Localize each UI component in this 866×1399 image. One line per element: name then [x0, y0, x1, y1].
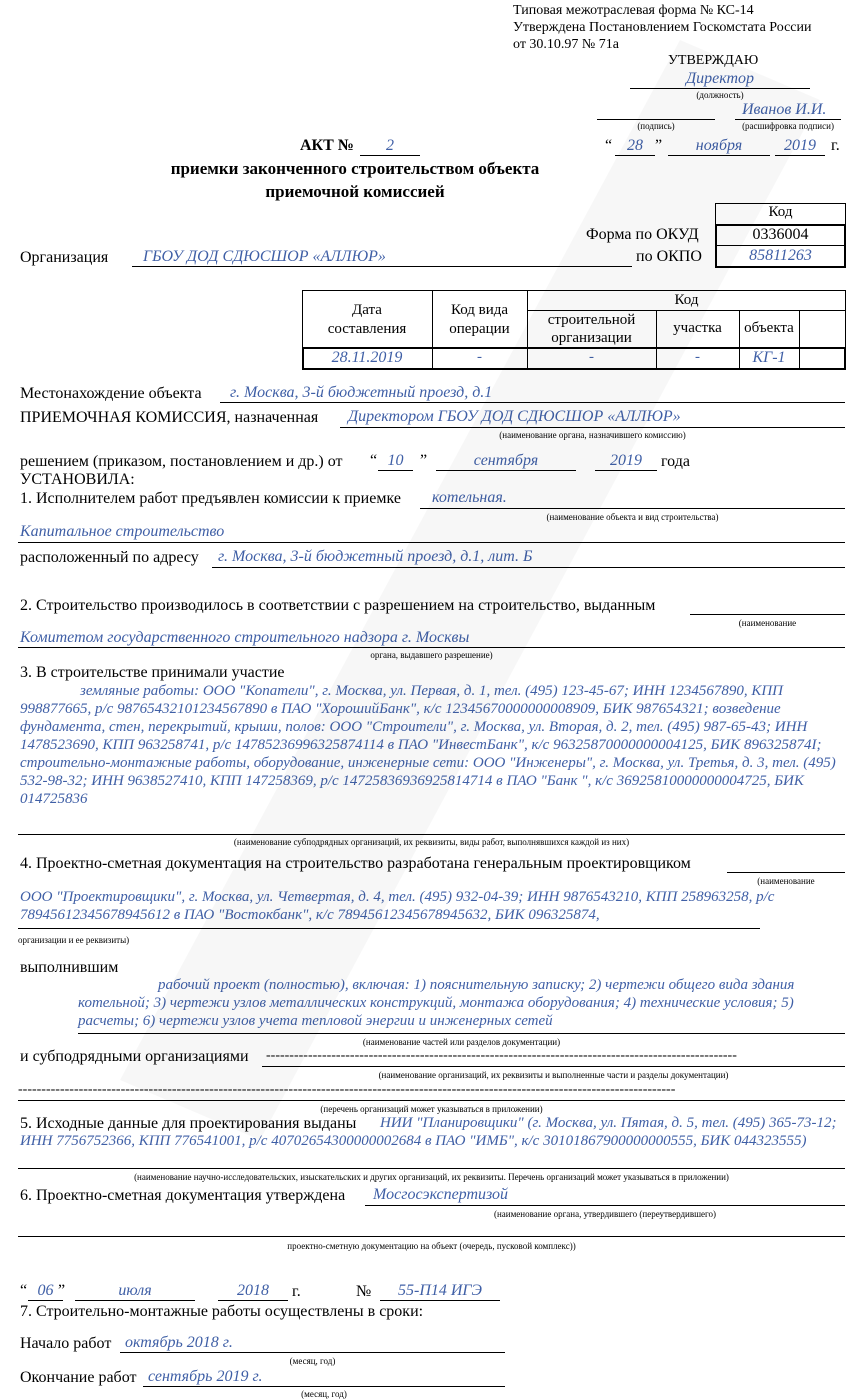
approver-position: Директор	[685, 70, 755, 87]
act-day-line	[615, 155, 655, 156]
decision-year-suffix: года	[661, 453, 690, 470]
okud-label: Форма по ОКУД	[586, 226, 699, 243]
start-line	[120, 1352, 505, 1353]
decision-month: сентября	[473, 452, 539, 469]
p2-label: 2. Строительство производилось в соответствии с разрешением на строительство, выданным	[20, 597, 656, 614]
val-object: КГ-1	[752, 349, 786, 366]
p6-no-label: №	[356, 1283, 372, 1300]
commission-value: Директором ГБОУ ДОД СДЮСШОР «АЛЛЮР»	[348, 408, 681, 425]
decision-day: 10	[387, 452, 404, 469]
performed-line	[78, 1033, 845, 1034]
performed-caption: (наименование частей или разделов документации)	[362, 1037, 561, 1047]
p2-caption2: органа, выдавшего разрешение)	[370, 650, 493, 660]
act-year-line	[775, 155, 825, 156]
p1-caption: (наименование объекта и вид строительства)	[546, 512, 719, 522]
form-header	[513, 2, 812, 53]
okpo-label: по ОКПО	[636, 248, 702, 265]
act-year-suffix: г.	[831, 137, 840, 154]
act-number-line	[360, 155, 420, 156]
full-dashes-line	[18, 1100, 845, 1101]
p4-text: ООО "Проектировщики", г. Москва, ул. Четвертая, д. 4, тел. (495) 932-04-39; ИНН 9876543210, КПП 258963258, р/с 78945612345678945612 в ПАО "Востокбанк", к/с 78945612345678945632, БИК 096325874,	[20, 889, 775, 923]
location-value: г. Москва, 3-й бюджетный проезд, д.1	[230, 384, 493, 401]
p4-caption2: организации и ее реквизиты)	[18, 935, 130, 945]
list-caption: (перечень организаций может указываться в приложении)	[320, 1104, 543, 1114]
col-site-header: участка	[673, 320, 722, 336]
decision-year: 2019	[610, 452, 642, 469]
p5-text: НИИ "Планировщики" (г. Москва, ул. Пятая, д. 5, тел. (495) 365-73-12; ИНН 7756752366, КПП 776541001, р/с 40702654300000002684 в ПАО "ИМБ", к/с 30101867900000000555, БИК 044323555)	[20, 1115, 837, 1149]
performed-label: выполнившим	[20, 959, 119, 976]
table-vline-5	[799, 310, 800, 348]
p3-text: земляные работы: ООО "Копатели", г. Москва, ул. Первая, д. 1, тел. (495) 123-45-67; ИНН 1234567890, КПП 998877665, р/с 98765432101234567890 в ПАО "ХорошийБанк", к/с 12345670000000008909, БИК 987654321; возведение фундамента, стен, перекрытий, крыши, полов: ООО "Строители", г. Москва, ул. Вторая, д. 2, тел. (495) 987-65-43; ИНН 1478523690, КПП 963258741, р/с 14785236996325874114 в ПАО "ИнвестБанк", к/с 96325870000000004125, БИК 896325874I; строительно-монтажные работы, оборудование, инженерные сети: ООО "Инженеры", г. Москва, ул. Третья, д. 3, тел. (495) 532-98-32; ИНН 9638527410, КПП 147258369, р/с 14725836936925814714 в ПАО "Банк ", к/с 36925810000000004725, БИК 014725836	[20, 683, 836, 807]
decision-quote-open: “	[370, 452, 378, 469]
p6-value: Мосгосэкспертизой	[373, 1186, 509, 1203]
org-line	[132, 266, 632, 267]
signature-line	[597, 119, 715, 120]
p5-label: 5. Исходные данные для проектирования выданы	[20, 1115, 357, 1132]
end-caption: (месяц, год)	[301, 1389, 347, 1399]
sub-dashes: -----------------------------------------------------------------------------------------------------	[266, 1048, 737, 1063]
p2-line1	[690, 614, 845, 615]
commission-caption: (наименование органа, назначившего комиссию)	[499, 430, 686, 440]
p5-line	[18, 1168, 845, 1169]
name-line	[735, 119, 841, 120]
p6-no-line	[380, 1300, 500, 1301]
end-line	[143, 1386, 505, 1387]
p1-line2	[18, 542, 845, 543]
decision-quote-close: ”	[420, 452, 428, 469]
sub-caption: (наименование организаций, их реквизиты и выполненные части и разделы документации)	[378, 1070, 729, 1080]
position-line	[630, 88, 810, 89]
p6-year-line	[218, 1300, 288, 1301]
p1-value: котельная.	[432, 489, 507, 506]
p6-month-line	[75, 1300, 195, 1301]
act-day: 28	[627, 137, 643, 154]
p6-year-suffix: г.	[292, 1283, 301, 1300]
okpo-value: 85811263	[749, 247, 812, 264]
col-builder-header: строительной организации	[547, 312, 636, 346]
p3-line	[18, 834, 845, 835]
val-op: -	[477, 349, 482, 365]
start-caption: (месяц, год)	[289, 1356, 336, 1366]
org-value: ГБОУ ДОД СДЮСШОР «АЛЛЮР»	[143, 248, 386, 265]
p3-caption: (наименование субподрядных организаций, их реквизиты, виды работ, выполнявшихся каждой из них)	[233, 837, 630, 847]
approved-date: от 30.10.97 № 71а	[513, 37, 620, 52]
decision-year-line	[595, 470, 657, 471]
address-label: расположенный по адресу	[20, 549, 199, 566]
decision-day-line	[378, 470, 413, 471]
org-label: Организация	[20, 249, 109, 266]
commission-line	[340, 427, 845, 428]
p1-line	[420, 508, 845, 509]
p6-quote-close: ”	[58, 1282, 66, 1299]
val-builder: -	[589, 349, 594, 365]
p2-caption1: (наименование	[738, 618, 797, 628]
p4-label: 4. Проектно-сметная документация на строительство разработана генеральным проектировщиком	[20, 855, 691, 872]
p6-line	[365, 1205, 845, 1206]
form-type: Типовая межотраслевая форма № КС-14	[513, 3, 754, 18]
p6-month: июля	[118, 1282, 152, 1299]
sub-line	[262, 1066, 845, 1067]
p6-no: 55-П14 ИГЭ	[397, 1282, 482, 1299]
sub-label: и субподрядными организациями	[20, 1048, 249, 1065]
p2-line2	[18, 647, 845, 648]
p1-label: 1. Исполнителем работ предъявлен комиссии к приемке	[20, 490, 401, 507]
act-number: 2	[386, 137, 394, 154]
okud-value: 0336004	[752, 226, 809, 243]
act-title-line3: приемочной комиссией	[265, 182, 445, 201]
act-date-quote-open: “	[605, 137, 613, 154]
act-month: ноября	[695, 137, 743, 154]
start-label: Начало работ	[20, 1335, 112, 1352]
p5-caption: (наименование научно-исследовательских, изыскательских и других организаций, их реквизиты. Перечень организаций может указываться в приложении)	[134, 1172, 729, 1182]
p1-value2: Капитальное строительство	[20, 523, 225, 540]
full-dashes: ---------------------------------------------------------------------------------------------------------------------------------------------	[18, 1082, 676, 1097]
location-line	[220, 402, 845, 403]
code-divider	[715, 245, 846, 246]
p6-caption2: проектно-сметную документацию на объект (очередь, пусковой комплекс))	[287, 1241, 576, 1251]
act-month-line	[668, 155, 770, 156]
col-op-header: Код вида операции	[449, 302, 510, 337]
val-site: -	[695, 349, 700, 365]
address-value: г. Москва, 3-й бюджетный проезд, д.1, лит. Б	[218, 548, 533, 565]
established-label: УСТАНОВИЛА:	[20, 471, 135, 488]
p6-label: 6. Проектно-сметная документация утверждена	[20, 1187, 346, 1204]
address-line	[212, 567, 845, 568]
p6-year: 2018	[237, 1282, 269, 1299]
p3-label: 3. В строительстве принимали участие	[20, 664, 285, 681]
decision-month-line	[436, 470, 576, 471]
name-caption: (расшифровка подписи)	[742, 121, 834, 131]
col-object-header: объекта	[744, 320, 794, 336]
col-date-header: Дата составления	[327, 302, 407, 337]
p4-caption1: (наименование	[757, 876, 815, 886]
p6-day: 06	[37, 1282, 54, 1299]
p6-day-line	[28, 1300, 63, 1301]
p6-quote-open: “	[20, 1282, 28, 1299]
approved-by: Утверждена Постановлением Госкомстата России	[513, 20, 812, 35]
start-value: октябрь 2018 г.	[125, 1334, 233, 1351]
commission-label: ПРИЕМОЧНАЯ КОМИССИЯ, назначенная	[20, 409, 319, 426]
col-code-header: Код	[674, 292, 699, 308]
act-title-line2: приемки законченного строительством объекта	[170, 159, 540, 178]
val-date: 28.11.2019	[331, 349, 403, 366]
approve-label: УТВЕРЖДАЮ	[668, 53, 759, 68]
p6-line2	[18, 1236, 845, 1237]
code-header: Код	[768, 204, 793, 220]
act-date-quote-close: ”	[655, 137, 663, 154]
p4-line1	[727, 872, 845, 873]
p2-value: Комитетом государственного строительного надзора г. Москвы	[20, 629, 470, 646]
location-label: Местонахождение объекта	[20, 385, 202, 402]
approver-name: Иванов И.И.	[742, 101, 827, 118]
signature-caption: (подпись)	[637, 121, 675, 131]
performed-text: рабочий проект (полностью), включая: 1) пояснительную записку; 2) чертежи общего вида здания котельной; 3) чертежи узлов металлических конструкций, монтажа оборудования; 4) технические условия; 5) расчеты; 6) чертежи узлов учета тепловой энергии и инженерных сетей	[78, 977, 795, 1029]
act-year: 2019	[784, 137, 816, 154]
p4-line2	[18, 928, 760, 929]
position-caption: (должность)	[696, 90, 744, 100]
p7-label: 7. Строительно-монтажные работы осуществлены в сроки:	[20, 1303, 424, 1320]
table-vline-v5	[799, 347, 800, 370]
decision-label: решением (приказом, постановлением и др.) от	[20, 453, 343, 470]
p6-caption: (наименование органа, утвердившего (переутвердившего)	[493, 1209, 717, 1219]
end-value: сентябрь 2019 г.	[148, 1368, 263, 1385]
act-title-prefix: АКТ №	[300, 137, 354, 154]
end-label: Окончание работ	[20, 1369, 137, 1386]
